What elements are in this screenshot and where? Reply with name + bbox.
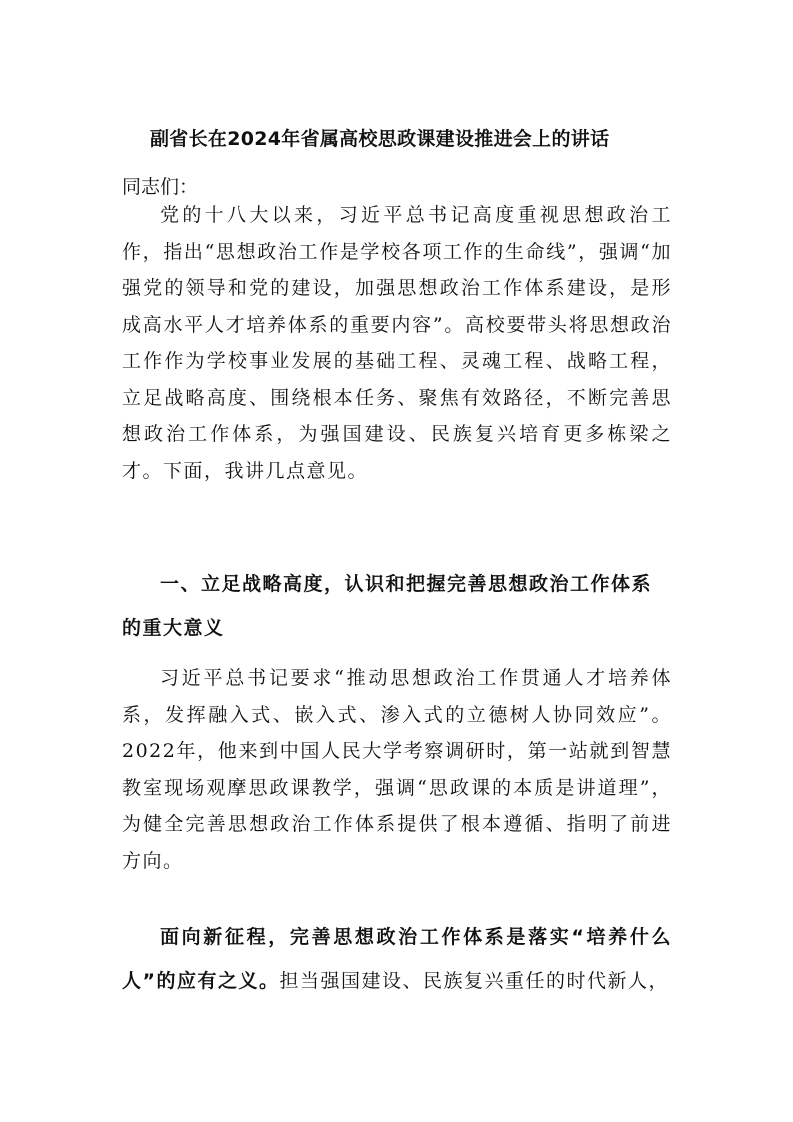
section-heading-1: 一、立足战略高度，认识和把握完善思想政治工作体系的重大意义 [122,573,653,639]
paragraph-intro: 党的十八大以来，习近平总书记高度重视思想政治工作，指出“思想政治工作是学校各项工作的生命线”，强调“加强党的领导和党的建设，加强思想政治工作体系建设，是形成高水平人才培养体系的重要内容”。高校要带头将思想政治工作作为学校事业发展的基础工程、灵魂工程、战略工程，立足战略高度、围绕根本任务、聚焦有效路径，不断完善思想政治工作体系，为强国建设、民族复兴培育更多栋梁之才。下面，我讲几点意见。 [122,204,672,482]
paragraph-continuation: 担当强国建设、民族复兴重任的时代新人， [279,970,670,992]
salutation: 同志们： [122,176,199,198]
paragraph-lead-sentence: 面向新征程，完善思想政治工作体系是落实“培养什么人”的应有之义。 [122,926,672,992]
document-title: 副省长在2024年省属高校思政课建设推进会上的讲话 [150,128,610,150]
paragraph-new-journey [122,915,672,1003]
paragraph-section-1: 习近平总书记要求“推动思想政治工作贯通人才培养体系，发挥融入式、嵌入式、渗入式的立德树人协同效应”。2022年，他来到中国人民大学考察调研时，第一站就到智慧教室现场观摩思政课教学，强调“思政课的本质是讲道理”，为健全完善思想政治工作体系提供了根本遵循、指明了前进方向。 [122,667,672,872]
